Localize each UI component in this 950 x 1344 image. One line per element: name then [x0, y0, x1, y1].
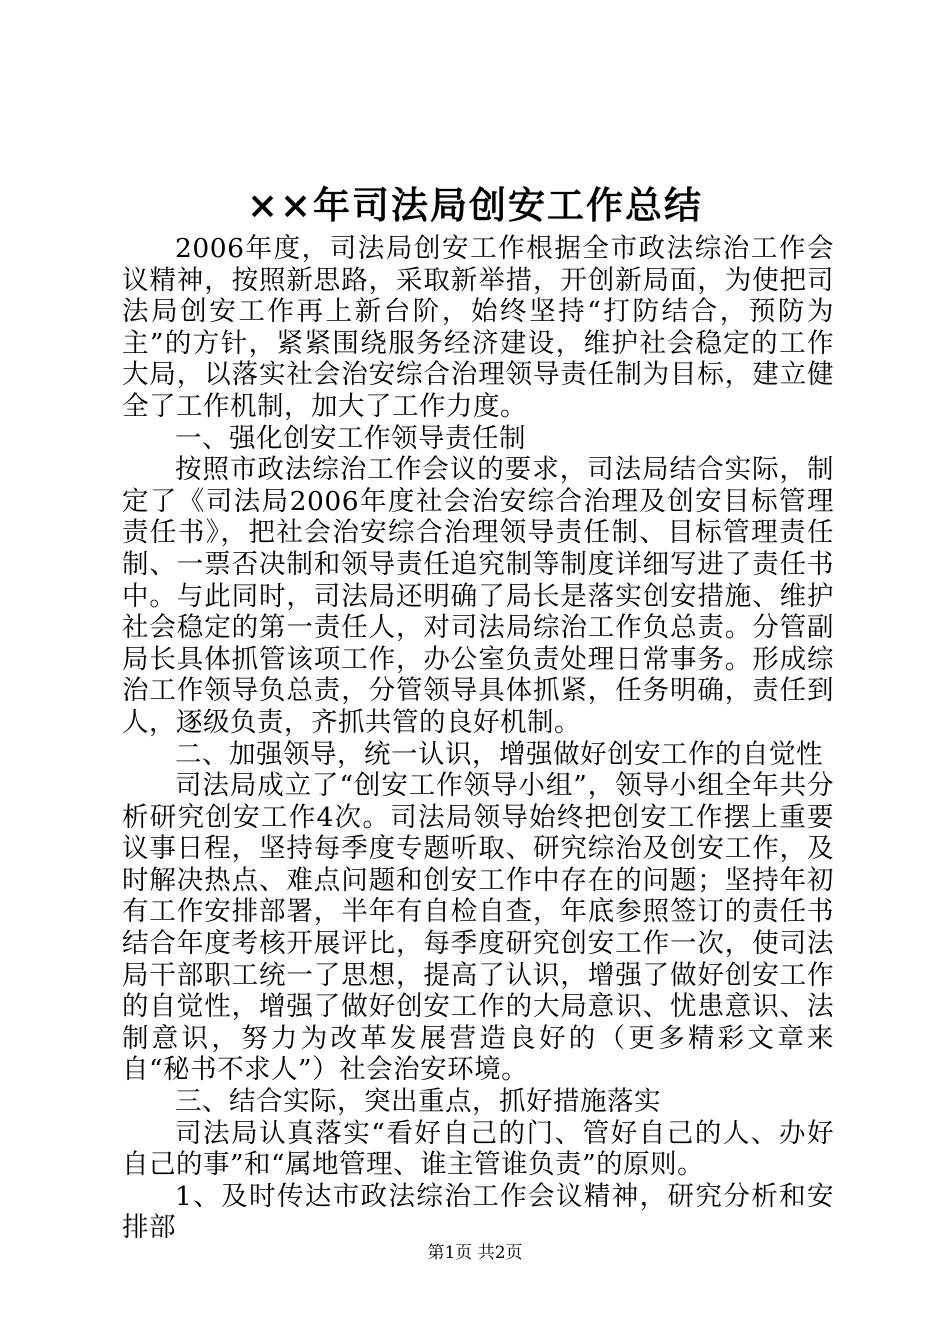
paragraph: 2006年度，司法局创安工作根据全市政法综治工作会议精神，按照新思路，采取新举措，开创新局面，为使把司法局创安工作再上新台阶，始终坚持“打防结合，预防为主”的方针，紧紧围绕服务经济建设，维护社会稳定的工作大局，以落实社会治安综合治理领导责任制为目标，建立健全了工作机制，加大了工作力度。 — [122, 233, 834, 422]
paragraph: 1、及时传达市政法综治工作会议精神，研究分析和安排部 — [122, 1180, 834, 1244]
page-number: 第1页 共2页 — [427, 1243, 523, 1263]
section-heading: 一、强化创安工作领导责任制 — [175, 422, 526, 454]
section-heading: 三、结合实际，突出重点，抓好措施落实 — [175, 1086, 661, 1118]
paragraph: 按照市政法综治工作会议的要求，司法局结合实际，制定了《司法局2006年度社会治安综合治理及创安目标管理责任书》，把社会治安综合治理领导责任制、目标管理责任制、一票否决制和领导责任追究制等制度详细写进了责任书中。与此同时，司法局还明确了局长是落实创安措施、维护社会稳定的第一责任人，对司法局综治工作负总责。分管副局长具体抓管该项工作，办公室负责处理日常事务。形成综治工作领导负总责，分管领导具体抓紧，任务明确，责任到人，逐级负责，齐抓共管的良好机制。 — [122, 454, 834, 738]
paragraph: 司法局认真落实“看好自己的门、管好自己的人、办好自己的事”和“属地管理、谁主管谁负责”的原则。 — [122, 1117, 834, 1181]
document-body — [122, 233, 834, 1244]
paragraph: 司法局成立了“创安工作领导小组”，领导小组全年共分析研究创安工作4次。司法局领导始终把创安工作摆上重要议事日程，坚持每季度专题听取、研究综治及创安工作，及时解决热点、难点问题和创安工作中存在的问题；坚持年初有工作安排部署，半年有自检自查，年底参照签订的责任书结合年度考核开展评比，每季度研究创安工作一次，使司法局干部职工统一了思想，提高了认识，增强了做好创安工作的自觉性，增强了做好创安工作的大局意识、忧患意识、法制意识，努力为改革发展营造良好的（更多精彩文章来自“秘书不求人”）社会治安环境。 — [122, 770, 834, 1086]
section-heading: 二、加强领导，统一认识，增强做好创安工作的自觉性 — [175, 738, 823, 770]
document-title: ××年司法局创安工作总结 — [246, 183, 703, 227]
